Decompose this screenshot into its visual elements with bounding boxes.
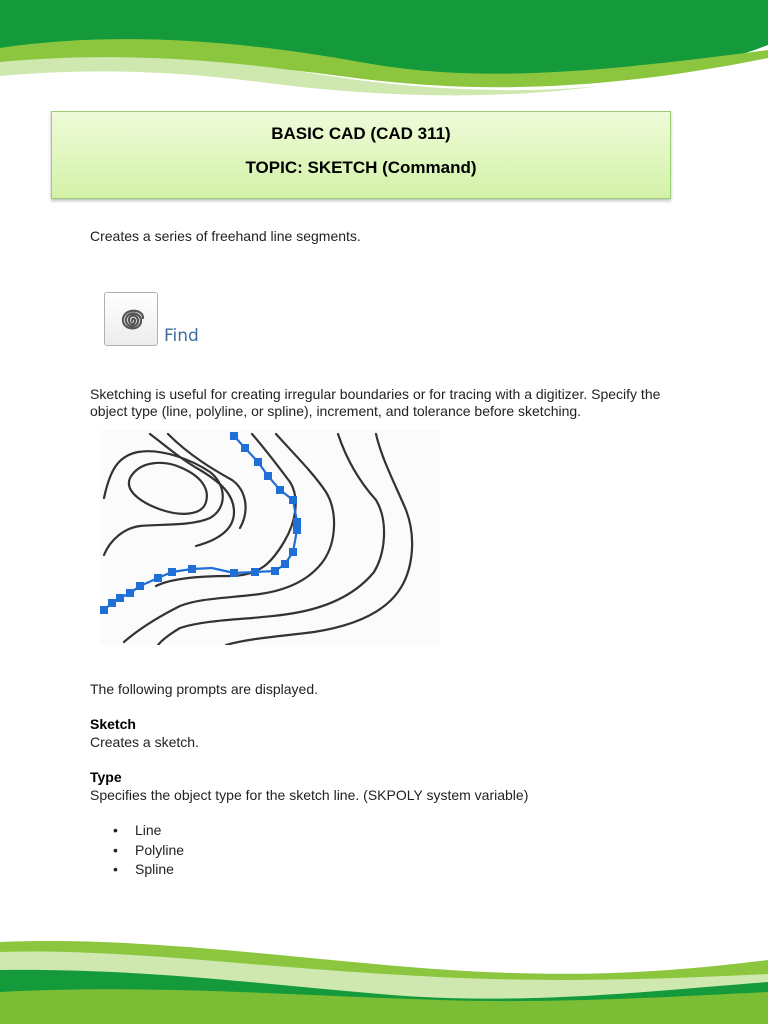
- spiral-icon: [109, 297, 155, 343]
- prompts-intro-text: The following prompts are displayed.: [90, 681, 319, 697]
- bullet-icon: •: [113, 822, 118, 838]
- sketch-contour-illustration: [100, 430, 440, 645]
- find-label: Find: [164, 326, 199, 346]
- sketch-tool-button: [104, 292, 158, 346]
- course-title: BASIC CAD (CAD 311): [271, 124, 451, 143]
- selected-polyline: [104, 436, 297, 610]
- list-item-label: Spline: [135, 861, 174, 877]
- bottom-wave-banner: [0, 934, 768, 1024]
- top-wave-banner: [0, 0, 768, 100]
- intro-text: Creates a series of freehand line segments.: [90, 228, 361, 244]
- find-tool: [104, 292, 214, 350]
- bullet-icon: •: [113, 841, 118, 858]
- option-sketch-description: Creates a sketch.: [90, 734, 199, 750]
- topic-title: TOPIC: SKETCH (Command): [245, 158, 477, 177]
- option-sketch-heading: Sketch: [90, 716, 136, 732]
- bullet-icon: •: [113, 861, 118, 877]
- option-type-heading: Type: [90, 769, 122, 785]
- description-text: Sketching is useful for creating irregular boundaries or for tracing with a digitizer. Specify the object type (line, polyline, or spline), increment, and tolerance before sketching.: [90, 386, 661, 419]
- option-type-description: Specifies the object type for the sketch line. (SKPOLY system variable): [90, 787, 529, 803]
- list-item-label: Line: [135, 822, 162, 838]
- list-item-label: Polyline: [135, 841, 185, 858]
- title-box: [51, 111, 671, 199]
